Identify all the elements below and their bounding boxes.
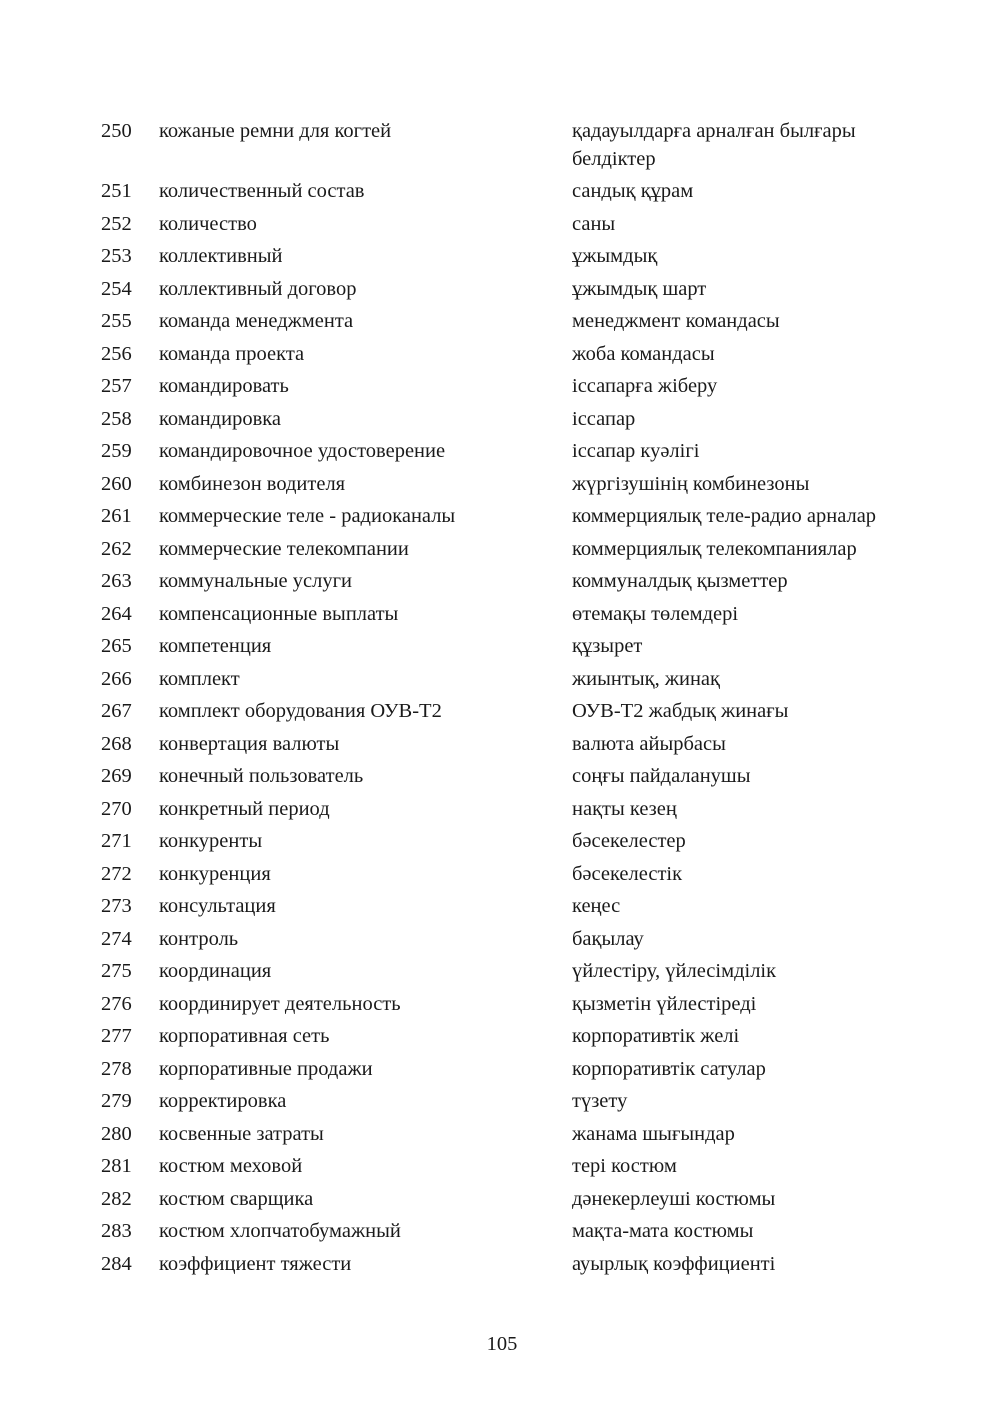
entry-russian-term: конкретный период bbox=[159, 797, 330, 820]
glossary-entry bbox=[101, 1153, 921, 1186]
entry-russian-term: коллективный bbox=[159, 245, 283, 267]
entry-number: 276 bbox=[101, 992, 132, 1015]
entry-kazakh-term: корпоративтік сатулар bbox=[572, 1057, 766, 1080]
entry-russian-term: командировать bbox=[159, 375, 289, 397]
entry-kazakh-term: нақты кезең bbox=[572, 797, 677, 820]
glossary-list bbox=[101, 118, 921, 1283]
entry-number: 269 bbox=[101, 765, 132, 787]
glossary-entry bbox=[101, 118, 921, 178]
entry-kazakh-term: жиынтық, жинақ bbox=[572, 667, 720, 690]
entry-russian-term: комплект оборудования ОУВ-Т2 bbox=[159, 700, 442, 722]
entry-number: 272 bbox=[101, 862, 132, 885]
entry-kazakh-term: тері костюм bbox=[572, 1155, 677, 1177]
entry-number: 281 bbox=[101, 1155, 132, 1177]
entry-number: 264 bbox=[101, 602, 132, 625]
glossary-entry bbox=[101, 211, 921, 244]
entry-number: 268 bbox=[101, 732, 132, 755]
entry-number: 282 bbox=[101, 1187, 132, 1210]
entry-number: 266 bbox=[101, 667, 132, 690]
entry-number: 261 bbox=[101, 505, 132, 527]
entry-kazakh-term: үйлестіру, үйлесімділік bbox=[572, 960, 777, 982]
entry-russian-term: коммунальные услуги bbox=[159, 570, 352, 592]
entry-kazakh-term: құзырет bbox=[572, 635, 643, 657]
entry-number: 257 bbox=[101, 375, 132, 397]
glossary-entry bbox=[101, 568, 921, 601]
entry-russian-term: корпоративные продажи bbox=[159, 1057, 373, 1080]
entry-kazakh-term: корпоративтік желі bbox=[572, 1025, 740, 1047]
glossary-entry bbox=[101, 991, 921, 1024]
entry-russian-term: комплект bbox=[159, 667, 240, 690]
entry-kazakh-term: жанама шығындар bbox=[572, 1122, 735, 1145]
entry-number: 274 bbox=[101, 927, 132, 950]
glossary-entry bbox=[101, 1056, 921, 1089]
entry-russian-term: коэффициент тяжести bbox=[159, 1252, 352, 1275]
entry-kazakh-term: ұжымдық bbox=[572, 245, 658, 267]
glossary-entry bbox=[101, 1251, 921, 1284]
entry-kazakh-term: түзету bbox=[572, 1090, 628, 1112]
entry-kazakh-term: кеңес bbox=[572, 895, 621, 917]
entry-russian-term: косвенные затраты bbox=[159, 1122, 324, 1145]
entry-kazakh-term: менеджмент командасы bbox=[572, 310, 780, 332]
entry-russian-term: компетенция bbox=[159, 635, 272, 657]
glossary-entry bbox=[101, 471, 921, 504]
entry-russian-term: конвертация валюты bbox=[159, 732, 340, 755]
glossary-entry bbox=[101, 1218, 921, 1251]
entry-russian-term: костюм хлопчатобумажный bbox=[159, 1220, 401, 1242]
entry-number: 262 bbox=[101, 537, 132, 560]
glossary-entry bbox=[101, 1186, 921, 1219]
entry-russian-term: корректировка bbox=[159, 1090, 287, 1112]
entry-russian-term: коллективный договор bbox=[159, 277, 357, 300]
glossary-entry bbox=[101, 893, 921, 926]
entry-kazakh-term: мақта-мата костюмы bbox=[572, 1220, 754, 1242]
entry-russian-term: костюм меховой bbox=[159, 1155, 303, 1177]
entry-kazakh-term: қадауылдарға арналған былғары белдіктер bbox=[572, 120, 856, 170]
glossary-entry bbox=[101, 666, 921, 699]
entry-russian-term: коммерческие телекомпании bbox=[159, 537, 409, 560]
glossary-entry bbox=[101, 178, 921, 211]
entry-number: 284 bbox=[101, 1252, 132, 1275]
entry-number: 278 bbox=[101, 1057, 132, 1080]
entry-russian-term: команда менеджмента bbox=[159, 310, 354, 332]
entry-russian-term: командировочное удостоверение bbox=[159, 440, 446, 462]
glossary-entry bbox=[101, 1023, 921, 1056]
glossary-entry bbox=[101, 406, 921, 439]
entry-russian-term: количество bbox=[159, 212, 257, 235]
entry-kazakh-term: ОУВ-Т2 жабдық жинағы bbox=[572, 700, 789, 722]
entry-kazakh-term: сандық құрам bbox=[572, 180, 694, 202]
glossary-entry bbox=[101, 731, 921, 764]
entry-number: 279 bbox=[101, 1090, 132, 1112]
page-number: 105 bbox=[486, 1333, 518, 1355]
entry-number: 255 bbox=[101, 310, 132, 332]
glossary-entry bbox=[101, 926, 921, 959]
glossary-entry bbox=[101, 373, 921, 406]
glossary-entry bbox=[101, 763, 921, 796]
entry-number: 260 bbox=[101, 472, 132, 495]
entry-number: 283 bbox=[101, 1220, 132, 1242]
glossary-entry bbox=[101, 1088, 921, 1121]
entry-kazakh-term: дәнекерлеуші костюмы bbox=[572, 1187, 776, 1210]
entry-russian-term: корпоративная сеть bbox=[159, 1025, 330, 1047]
entry-number: 253 bbox=[101, 245, 132, 267]
entry-number: 251 bbox=[101, 180, 132, 202]
entry-russian-term: командировка bbox=[159, 407, 282, 430]
entry-number: 267 bbox=[101, 700, 132, 722]
entry-number: 277 bbox=[101, 1025, 132, 1047]
entry-russian-term: контроль bbox=[159, 927, 239, 950]
entry-number: 258 bbox=[101, 407, 132, 430]
glossary-entry bbox=[101, 633, 921, 666]
entry-kazakh-term: іссапарға жіберу bbox=[572, 375, 718, 397]
entry-number: 275 bbox=[101, 960, 132, 982]
entry-kazakh-term: ауырлық коэффициенті bbox=[572, 1252, 776, 1275]
entry-kazakh-term: жоба командасы bbox=[572, 342, 715, 365]
entry-russian-term: коммерческие теле - радиоканалы bbox=[159, 505, 456, 527]
glossary-entry bbox=[101, 601, 921, 634]
glossary-entry bbox=[101, 698, 921, 731]
glossary-entry bbox=[101, 276, 921, 309]
entry-russian-term: координирует деятельность bbox=[159, 992, 401, 1015]
glossary-entry bbox=[101, 958, 921, 991]
entry-number: 270 bbox=[101, 797, 132, 820]
entry-russian-term: компенсационные выплаты bbox=[159, 602, 399, 625]
entry-number: 259 bbox=[101, 440, 132, 462]
entry-kazakh-term: іссапар куәлігі bbox=[572, 440, 700, 462]
entry-russian-term: костюм сварщика bbox=[159, 1187, 314, 1210]
entry-russian-term: конкуренция bbox=[159, 862, 271, 885]
entry-kazakh-term: коммуналдық қызметтер bbox=[572, 570, 788, 592]
entry-kazakh-term: валюта айырбасы bbox=[572, 732, 726, 755]
glossary-entry bbox=[101, 536, 921, 569]
entry-number: 252 bbox=[101, 212, 132, 235]
glossary-entry bbox=[101, 438, 921, 471]
entry-number: 254 bbox=[101, 277, 132, 300]
glossary-entry bbox=[101, 796, 921, 829]
entry-kazakh-term: іссапар bbox=[572, 407, 636, 430]
entry-russian-term: комбинезон водителя bbox=[159, 472, 346, 495]
glossary-entry bbox=[101, 861, 921, 894]
glossary-entry bbox=[101, 828, 921, 861]
glossary-entry bbox=[101, 503, 921, 536]
entry-russian-term: консультация bbox=[159, 895, 276, 917]
entry-number: 273 bbox=[101, 895, 132, 917]
entry-kazakh-term: бәсекелестер bbox=[572, 830, 686, 852]
glossary-entry bbox=[101, 243, 921, 276]
entry-kazakh-term: жүргізушінің комбинезоны bbox=[572, 472, 810, 495]
entry-kazakh-term: қызметін үйлестіреді bbox=[572, 992, 757, 1015]
entry-number: 250 bbox=[101, 120, 132, 142]
glossary-entry bbox=[101, 1121, 921, 1154]
entry-number: 256 bbox=[101, 342, 132, 365]
entry-kazakh-term: бәсекелестік bbox=[572, 862, 683, 885]
entry-kazakh-term: коммерциялық телекомпаниялар bbox=[572, 537, 857, 560]
entry-kazakh-term: соңғы пайдаланушы bbox=[572, 765, 751, 787]
entry-number: 265 bbox=[101, 635, 132, 657]
entry-russian-term: конечный пользователь bbox=[159, 765, 364, 787]
entry-russian-term: кожаные ремни для когтей bbox=[159, 120, 392, 142]
entry-kazakh-term: коммерциялық теле-радио арналар bbox=[572, 505, 877, 527]
entry-russian-term: команда проекта bbox=[159, 342, 305, 365]
entry-number: 271 bbox=[101, 830, 132, 852]
entry-kazakh-term: өтемақы төлемдері bbox=[572, 602, 739, 625]
entry-number: 263 bbox=[101, 570, 132, 592]
entry-kazakh-term: ұжымдық шарт bbox=[572, 277, 707, 300]
entry-kazakh-term: бақылау bbox=[572, 927, 644, 950]
glossary-entry bbox=[101, 341, 921, 374]
entry-russian-term: конкуренты bbox=[159, 830, 263, 852]
entry-russian-term: количественный состав bbox=[159, 180, 365, 202]
entry-russian-term: координация bbox=[159, 960, 272, 982]
entry-kazakh-term: саны bbox=[572, 212, 616, 235]
entry-number: 280 bbox=[101, 1122, 132, 1145]
glossary-entry bbox=[101, 308, 921, 341]
